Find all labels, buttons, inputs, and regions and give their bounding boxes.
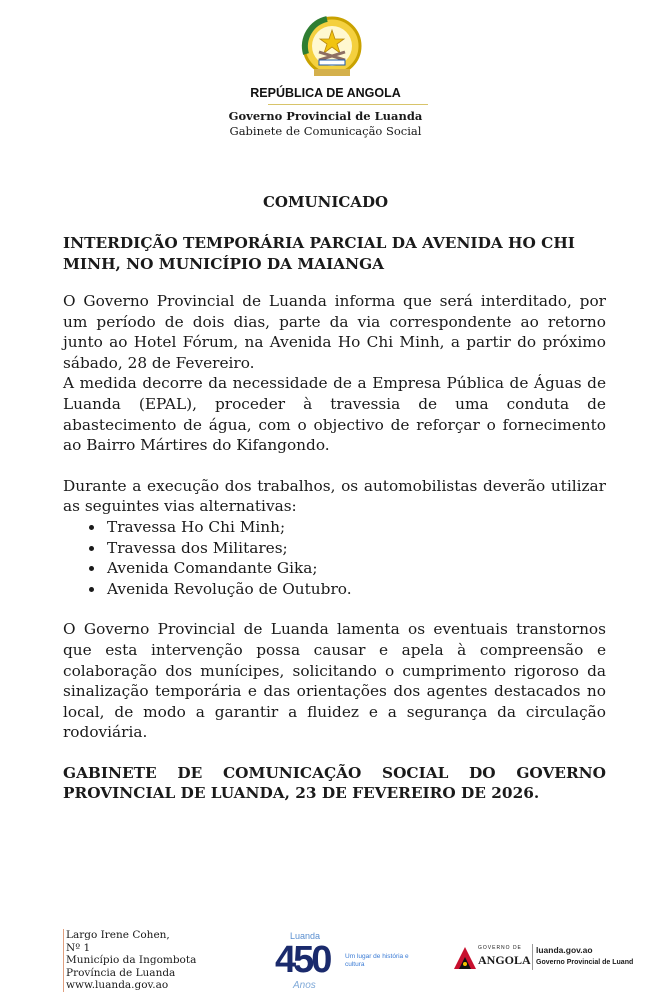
list-item: • Travessa dos Militares; — [105, 538, 606, 559]
logo-small-text: GOVERNO DE — [478, 945, 522, 951]
website-link[interactable]: www.luanda.gov.ao — [66, 979, 169, 992]
site-link[interactable]: luanda.gov.ao — [536, 945, 593, 955]
governo-angola-logo — [454, 943, 644, 975]
logo-tagline: Um lugar de história e cultura — [345, 953, 409, 968]
logo-sub: Anos — [293, 980, 316, 991]
signature: GABINETE DE COMUNICAÇÃO SOCIAL DO GOVERNO PROVINCIAL DE LUANDA, 23 DE FEVEREIRO DE 2026. — [63, 763, 606, 803]
list-item: • Avenida Comandante Gika; — [105, 558, 606, 579]
address-line: Município da Ingombota — [66, 954, 197, 967]
angola-flag-icon — [454, 947, 476, 969]
paragraph-3: Durante a execução dos trabalhos, os automobilistas deverão utilizar as seguintes vias alternativas: — [63, 476, 606, 516]
address-line: Largo Irene Cohen, — [66, 929, 170, 941]
government-name: Governo Provincial de Luanda — [228, 109, 423, 123]
paragraph-4: O Governo Provincial de Luanda lamenta os eventuais transtornos que esta intervenção possa causar e apela à compreensão e colaboração dos munícipes, solicitando o cumprimento rigoroso da sinalização temporária e das orientações dos agentes destacados no local, de modo a garantir a fluidez e a segurança da circulação rodoviária. — [63, 620, 606, 742]
logo-number: 450 — [275, 939, 330, 981]
list-item: • Avenida Revolução de Outubro. — [105, 579, 606, 600]
country-name: REPÚBLICA DE ANGOLA — [250, 86, 401, 100]
document-type: COMUNICADO — [262, 193, 389, 211]
emblem — [297, 16, 367, 82]
paragraph-1: O Governo Provincial de Luanda informa que será interditado, por um período de dois dias, parte da via correspondente ao retorno junto ao Hotel Fórum, na Avenida Ho Chi Minh, a partir do próximo sábado, 28 de Fevereiro. — [63, 292, 606, 372]
alternative-routes-list — [63, 517, 606, 599]
list-item: • Travessa Ho Chi Minh; — [105, 517, 606, 538]
logo-text: Luanda — [290, 931, 321, 941]
logo-name: Governo Provincial de Luand — [536, 959, 634, 966]
document-title: INTERDIÇÃO TEMPORÁRIA PARCIAL DA AVENIDA HO CHI MINH, NO MUNICÍPIO DA MAIANGA — [63, 234, 575, 273]
office-name: Gabinete de Comunicação Social — [229, 124, 422, 138]
address-line: Nº 1 — [66, 941, 91, 954]
main-text — [63, 291, 606, 804]
header-divider — [268, 104, 428, 105]
paragraph-2: A medida decorre da necessidade de a Empresa Pública de Águas de Luanda (EPAL), proceder à travessia de uma conduta de abastecimento de água, com o objectivo de reforçar o fornecimento ao Bairro Mártires do Kifangondo. — [63, 374, 606, 455]
luanda-450-logo — [275, 931, 415, 999]
address-line: Província de Luanda — [66, 966, 176, 979]
footer-address — [63, 929, 196, 992]
logo-big-text: ANGOLA — [478, 953, 531, 967]
